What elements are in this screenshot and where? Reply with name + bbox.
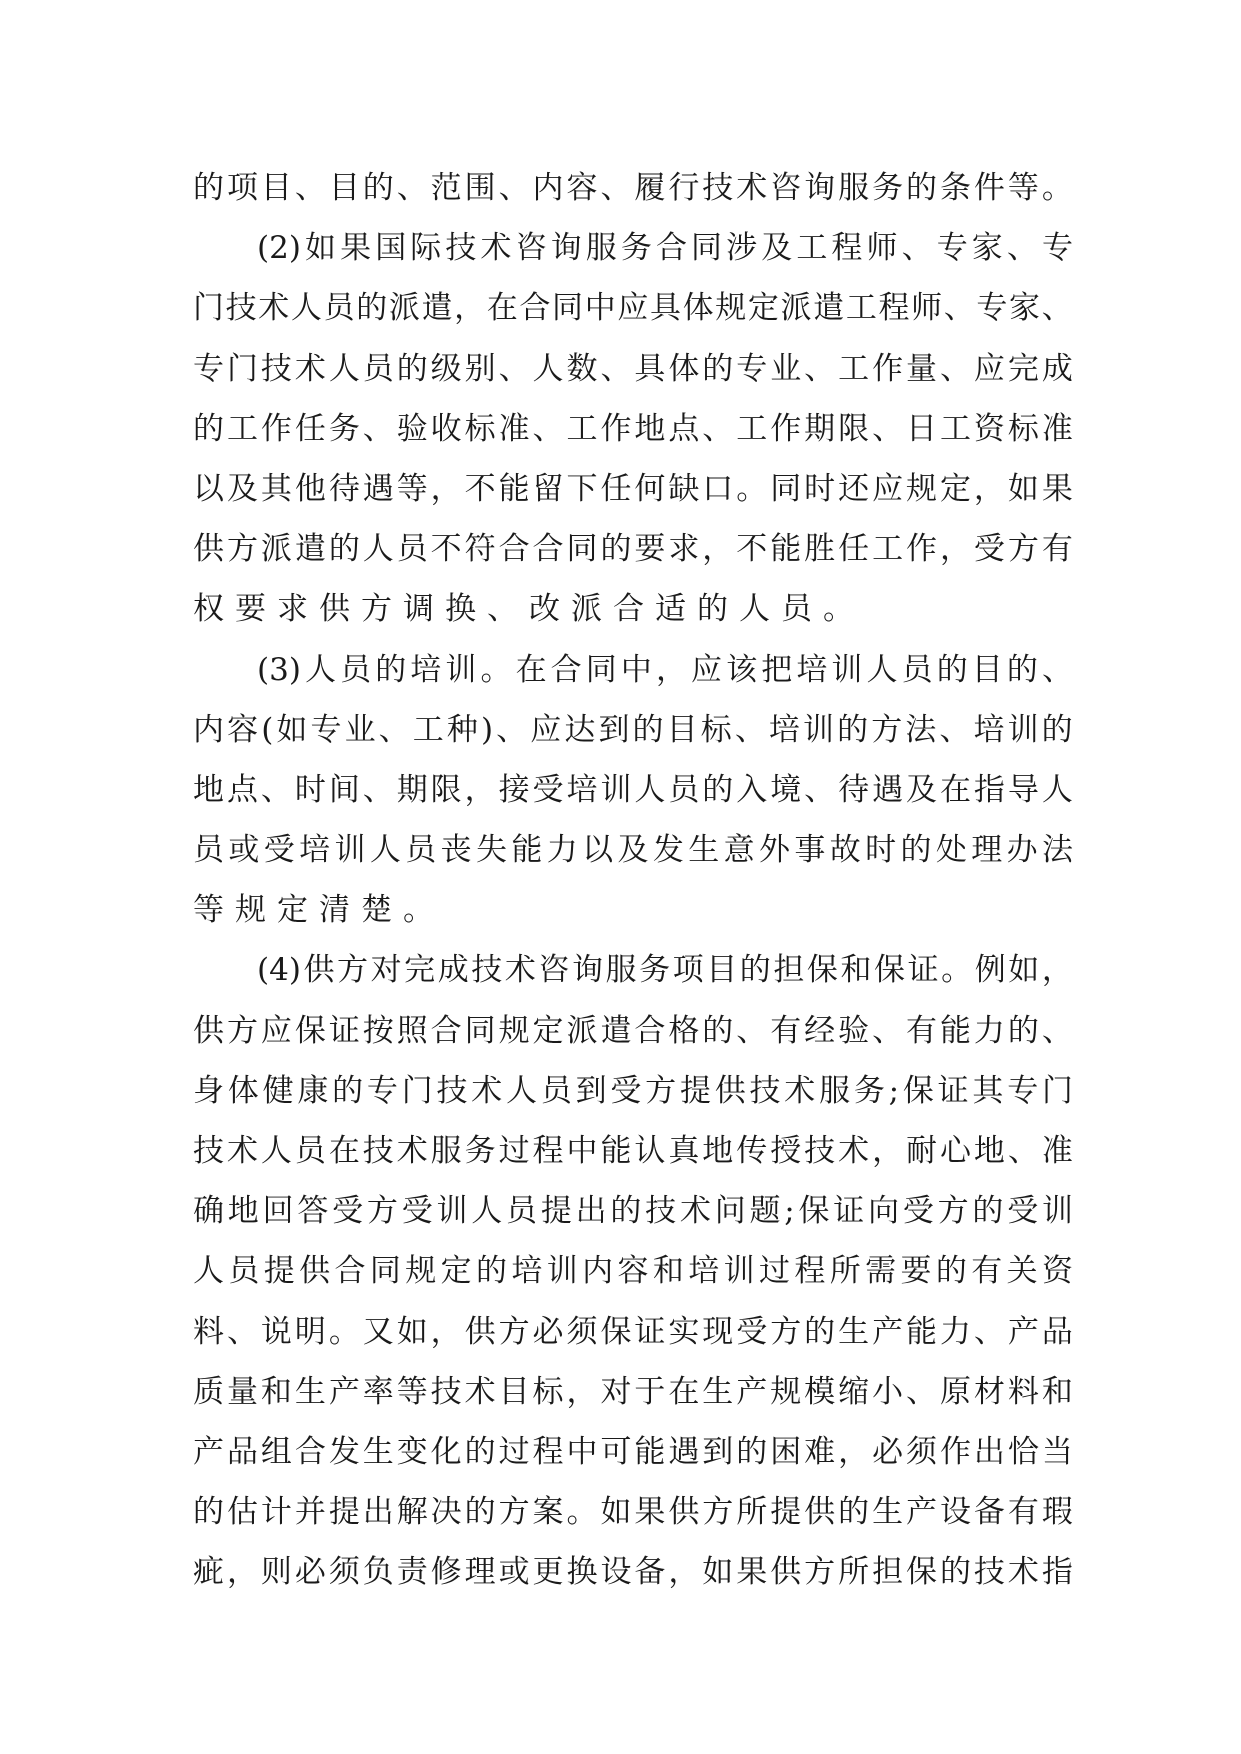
text-line: 内 容 ( 如 专 业 、 工 种 ) 、 应 达 到 的 目 标 、 培 训 的 方 法 、 培 训 的 xyxy=(193,711,1073,748)
paragraph-first-line: (3) 人 员 的 培 训 。 在 合 同 中 ， 应 该 把 培 训 人 员 的 目 的 、 xyxy=(257,651,1073,688)
text-line: 的 工 作 任 务 、 验 收 标 准 、 工 作 地 点 、 工 作 期 限 、 日 工 资 标 准 xyxy=(193,410,1073,447)
text-line: 门 技 术 人 员 的 派 遣 ， 在 合 同 中 应 具 体 规 定 派 遣 工 程 师 、 专 家 、 xyxy=(193,290,1073,327)
text-line: 地 点 、 时 间 、 期 限 ， 接 受 培 训 人 员 的 入 境 、 待 遇 及 在 指 导 人 xyxy=(193,771,1073,808)
text-line: 技 术 人 员 在 技 术 服 务 过 程 中 能 认 真 地 传 授 技 术 ， 耐 心 地 、 准 xyxy=(193,1133,1073,1169)
text-line: 质 量 和 生 产 率 等 技 术 目 标 ， 对 于 在 生 产 规 模 缩 小 、 原 材 料 和 xyxy=(193,1373,1073,1410)
text-line: 权要求供方调换、改派合适的人员。 xyxy=(193,591,865,628)
text-line: 料 、 说 明 。 又 如 ， 供 方 必 须 保 证 实 现 受 方 的 生 产 能 力 、 产 品 xyxy=(193,1313,1073,1350)
text-line: 人 员 提 供 合 同 规 定 的 培 训 内 容 和 培 训 过 程 所 需 要 的 有 关 资 xyxy=(193,1253,1073,1290)
body-text xyxy=(193,158,1073,1603)
text-line: 供 方 应 保 证 按 照 合 同 规 定 派 遣 合 格 的 、 有 经 验 、 有 能 力 的 、 xyxy=(193,1012,1073,1049)
text-line: 员 或 受 培 训 人 员 丧 失 能 力 以 及 发 生 意 外 事 故 时 的 处 理 办 法 xyxy=(193,832,1073,869)
text-line: 专 门 技 术 人 员 的 级 别 、 人 数 、 具 体 的 专 业 、 工 作 量 、 应 完 成 xyxy=(193,350,1073,387)
text-line: 疵 ， 则 必 须 负 责 修 理 或 更 换 设 备 ， 如 果 供 方 所 担 保 的 技 术 指 xyxy=(193,1554,1073,1591)
text-line: 以 及 其 他 待 遇 等 ， 不 能 留 下 任 何 缺 口 。 同 时 还 应 规 定 ， 如 果 xyxy=(193,470,1073,507)
paragraph-first-line: (2) 如 果 国 际 技 术 咨 询 服 务 合 同 涉 及 工 程 师 、 专 家 、 专 xyxy=(257,230,1073,267)
text-line: 的 估 计 并 提 出 解 决 的 方 案 。 如 果 供 方 所 提 供 的 生 产 设 备 有 瑕 xyxy=(193,1494,1073,1531)
text-line: 等规定清楚。 xyxy=(193,892,445,929)
text-line: 身 体 健 康 的 专 门 技 术 人 员 到 受 方 提 供 技 术 服 务 ; 保 证 其 专 门 xyxy=(193,1072,1073,1109)
text-line: 供 方 派 遣 的 人 员 不 符 合 合 同 的 要 求 ， 不 能 胜 任 工 作 ， 受 方 有 xyxy=(193,531,1073,568)
text-line: 确 地 回 答 受 方 受 训 人 员 提 出 的 技 术 问 题 ; 保 证 向 受 方 的 受 训 xyxy=(193,1193,1073,1230)
text-line: 的 项 目 、 目 的 、 范 围 、 内 容 、 履 行 技 术 咨 询 服 务 的 条 件 等 。 xyxy=(193,170,1073,206)
paragraph-first-line: (4) 供 方 对 完 成 技 术 咨 询 服 务 项 目 的 担 保 和 保 证 。 例 如 ， xyxy=(257,952,1073,989)
text-line: 产 品 组 合 发 生 变 化 的 过 程 中 可 能 遇 到 的 困 难 ， 必 须 作 出 恰 当 xyxy=(193,1433,1073,1470)
